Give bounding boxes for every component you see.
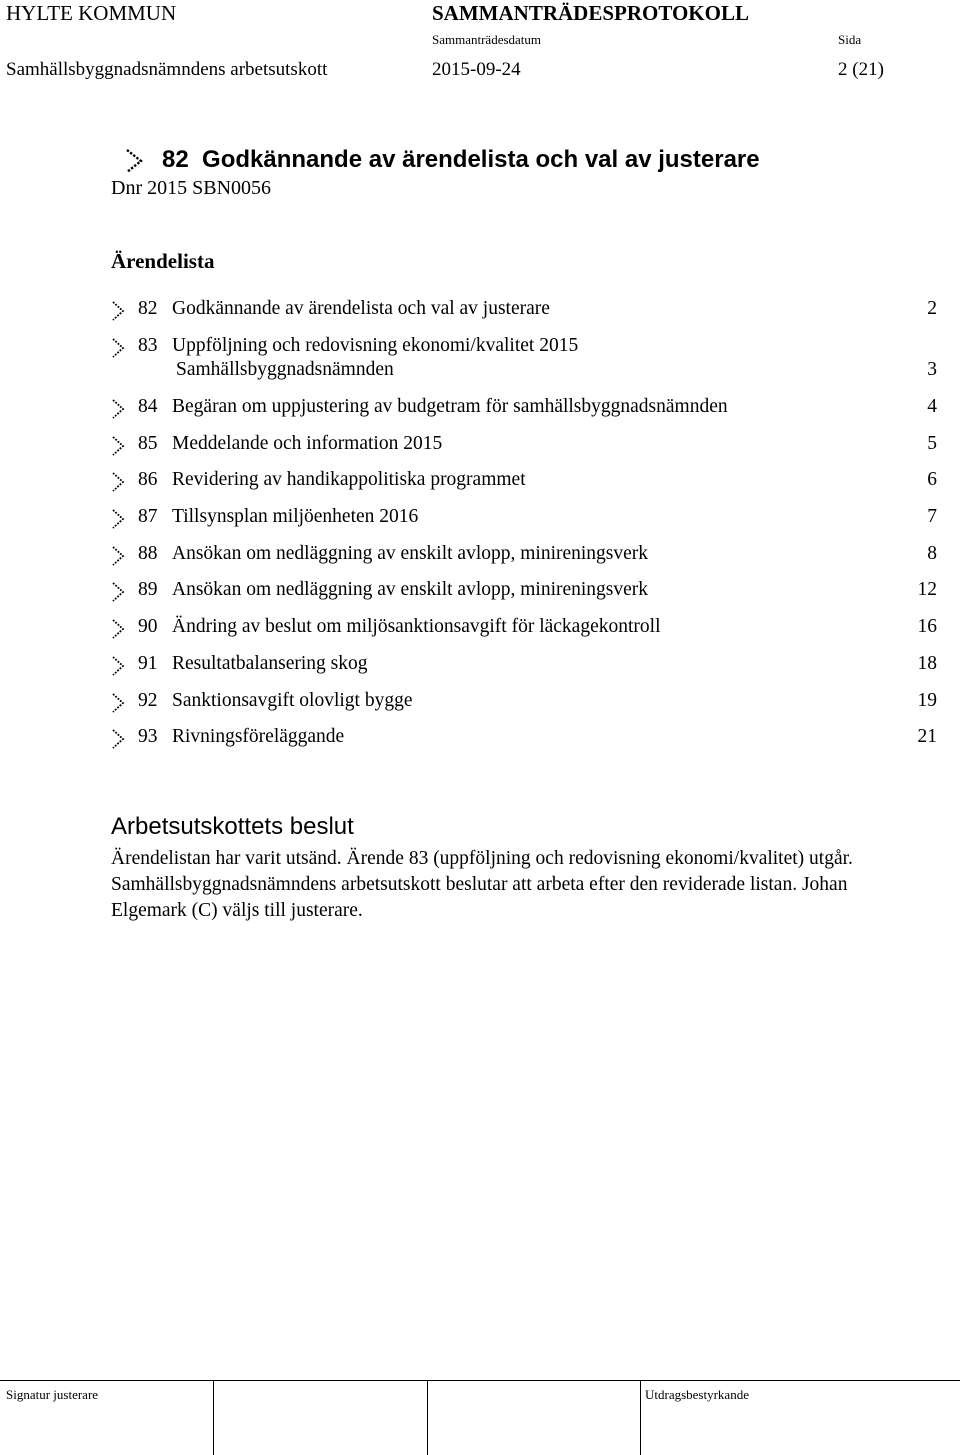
section-arrow-icon bbox=[124, 148, 144, 174]
arrow-bullet-icon bbox=[111, 692, 125, 714]
signature-footer bbox=[0, 1380, 960, 1455]
arrow-bullet-icon bbox=[111, 398, 125, 420]
arrow-bullet-icon bbox=[111, 728, 125, 750]
agenda-item-title: Revidering av handikappolitiska programmet bbox=[172, 469, 526, 491]
page-number: 2 (21) bbox=[838, 59, 884, 80]
arrow-bullet-icon bbox=[111, 300, 125, 322]
agenda-item-title: Sanktionsavgift olovligt bygge bbox=[172, 689, 413, 711]
section-number: 82 bbox=[162, 146, 189, 173]
agenda-item-number: 83 bbox=[138, 334, 158, 356]
section-title-text: Godkännande av ärendelista och val av justerare bbox=[202, 146, 760, 173]
agenda-item-title: Meddelande och information 2015 bbox=[172, 432, 443, 454]
meeting-date: 2015-09-24 bbox=[432, 59, 521, 80]
agenda-item-title: Begäran om uppjustering av budgetram för samhällsbyggnadsnämnden bbox=[172, 395, 728, 417]
footer-divider bbox=[640, 1381, 641, 1455]
arrow-bullet-icon bbox=[111, 618, 125, 640]
agenda-item-number: 92 bbox=[138, 689, 158, 711]
agenda-item-page: 4 bbox=[927, 395, 937, 417]
agenda-item-page: 7 bbox=[927, 506, 937, 527]
section-title bbox=[162, 146, 760, 174]
agenda-item-title: Ansökan om nedläggning av enskilt avlopp, minireningsverk bbox=[172, 542, 649, 564]
agenda-item-page: 12 bbox=[917, 579, 937, 601]
agenda-item-number: 89 bbox=[138, 579, 158, 601]
agenda-item-page: 19 bbox=[917, 689, 937, 711]
agenda-item-title: Tillsynsplan miljöenheten 2016 bbox=[172, 506, 419, 527]
committee-name: Samhällsbyggnadsnämndens arbetsutskott bbox=[6, 59, 328, 80]
agenda-item-page: 6 bbox=[927, 469, 937, 491]
signature-label: Signatur justerare bbox=[6, 1387, 99, 1402]
agenda-item-title: Rivningsföreläggande bbox=[172, 726, 345, 748]
footer-divider bbox=[213, 1381, 214, 1455]
decision-text: Ärendelistan har varit utsänd. Ärende 83 (uppföljning och redovisning ekonomi/kvalitet) utgår. Samhällsbyggnadsnämndens arbetsutskott beslutar att arbeta efter den reviderade listan. Johan Elgemark (C) väljs till justerare. bbox=[111, 848, 853, 921]
agenda-item-page: 18 bbox=[917, 652, 937, 674]
agenda-item-number: 84 bbox=[138, 395, 158, 417]
agenda-item-number: 82 bbox=[138, 298, 158, 319]
diary-number: Dnr 2015 SBN0056 bbox=[111, 177, 272, 199]
agenda-heading: Ärendelista bbox=[111, 249, 215, 273]
agenda-item-number: 93 bbox=[138, 726, 158, 748]
agenda-item-number: 85 bbox=[138, 432, 158, 454]
agenda-item-number: 91 bbox=[138, 652, 158, 674]
agenda-item-title: Resultatbalansering skog bbox=[172, 652, 368, 674]
agenda-item-title-continued: Samhällsbyggnadsnämnden bbox=[176, 358, 394, 380]
agenda-item-page: 5 bbox=[927, 432, 937, 454]
agenda-item-page: 8 bbox=[927, 542, 937, 564]
arrow-bullet-icon bbox=[111, 435, 125, 457]
meeting-date-label: Sammanträdesdatum bbox=[432, 32, 542, 47]
agenda-item-number: 90 bbox=[138, 616, 158, 638]
agenda-item-title: Ansökan om nedläggning av enskilt avlopp, minireningsverk bbox=[172, 579, 649, 601]
agenda-item-title: Godkännande av ärendelista och val av justerare bbox=[172, 298, 550, 319]
decision-heading: Arbetsutskottets beslut bbox=[111, 813, 354, 840]
document-type: SAMMANTRÄDESPROTOKOLL bbox=[432, 1, 749, 25]
agenda-item-page: 2 bbox=[927, 298, 937, 319]
agenda-item-title: Ändring av beslut om miljösanktionsavgift för läckagekontroll bbox=[172, 616, 661, 638]
agenda-item-title: Uppföljning och redovisning ekonomi/kvalitet 2015 bbox=[172, 334, 579, 356]
organization-name: HYLTE KOMMUN bbox=[6, 1, 177, 25]
agenda-item-page: 16 bbox=[917, 616, 937, 638]
footer-divider bbox=[427, 1381, 428, 1455]
arrow-bullet-icon bbox=[111, 508, 125, 530]
agenda-item-number: 86 bbox=[138, 469, 158, 491]
arrow-bullet-icon bbox=[111, 337, 125, 359]
arrow-bullet-icon bbox=[111, 655, 125, 677]
agenda-item-number: 88 bbox=[138, 542, 158, 564]
agenda-item-page: 21 bbox=[917, 726, 937, 748]
arrow-bullet-icon bbox=[111, 545, 125, 567]
agenda-item-number: 87 bbox=[138, 506, 158, 527]
arrow-bullet-icon bbox=[111, 471, 125, 493]
extract-certification-label: Utdragsbestyrkande bbox=[645, 1387, 749, 1402]
arrow-bullet-icon bbox=[111, 581, 125, 603]
agenda-item-page: 3 bbox=[927, 358, 937, 380]
page-label: Sida bbox=[838, 32, 862, 47]
